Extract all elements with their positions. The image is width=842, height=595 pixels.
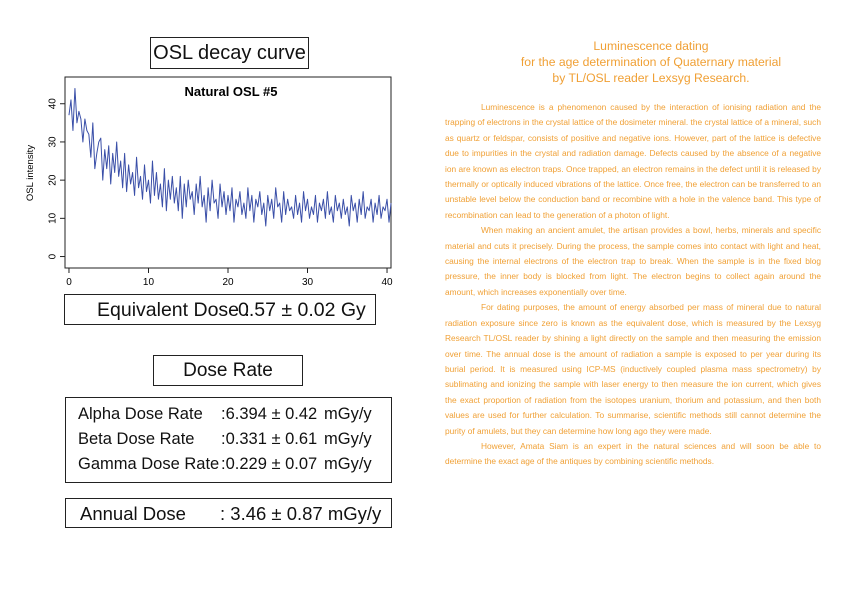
dose-rate-label: Gamma Dose Rate [78,455,220,473]
x-tick-label: 10 [142,277,155,288]
annual-dose-box [65,498,392,528]
y-tick-label: 30 [47,136,59,148]
dose-rate-title [153,355,303,386]
article-paragraph: When making an ancient amulet, the artisan provides a bowl, herbs, minerals and specific material and cuts it precisely. During the process, the sample comes into contact with light and heat, causing the internal electrons of the electron trap to break. When the sample is in the fixed blog pressure, the inner body is blocked from light. The electron begins to collect again around the amount, which increases exponentially over time. [445,225,821,297]
dose-rate-title-text: Dose Rate [183,359,273,381]
chart-y-axis [48,98,65,260]
article-heading-line: by TL/OSL reader Lexsyg Research. [552,71,750,85]
y-tick-label: 40 [47,98,59,110]
chart-title: Natural OSL #5 [184,84,278,99]
dose-rate-value: :6.394 ± 0.42 [221,405,318,423]
article-paragraph: Luminescence is a phenomenon caused by the interaction of ionising radiation and the trapping of electrons in the crystal lattice of the dosimeter mineral. the crystal lattice of a mineral, such as quartz or feldspar, consists of positive and negative ions. However, part of the lattice is defective due to impurities in the crystal and radiation damage. Defects caused by the absence of a negative ion are known as electron traps. Once trapped, an electron remains in the defect until it is released by thermally or optically induced vibrations of the lattice. Once free, the electron can be transferred to an unstable level below the conduction band or recombine with a hole in the valence band. This type of recombination can lead to the generation of a photon of light. [445,102,821,220]
osl-decay-curve-title-text: OSL decay curve [153,41,306,64]
article [445,38,821,470]
y-tick-label: 10 [47,212,59,224]
dose-rate-value: :0.331 ± 0.61 [221,430,318,448]
chart-plot-frame [65,77,391,268]
dose-rate-label: Beta Dose Rate [78,430,195,448]
equivalent-dose-label: Equivalent Dose : [97,299,250,321]
article-paragraph: However, Amata Siam is an expert in the natural sciences and will soon be able to determine the exact age of the antiques by combining scientific methods. [445,440,821,467]
osl-decay-curve-title [150,37,309,69]
osl-decay-chart [0,70,400,295]
article-heading-line: for the age determination of Quaternary material [520,55,782,69]
equivalent-dose-box [64,294,376,325]
dose-rate-unit: mGy/y [324,430,372,448]
dose-rate-unit: mGy/y [324,405,372,423]
article-paragraph: For dating purposes, the amount of energy absorbed per mass of mineral due to natural radiation exposure since zero is known as the equivalent dose, which is measured by the Lexsyg Research TL/OSL reader by shining a light directly on the sample and then measuring the emission over time. The annual dose is the amount of radiation a sample is exposed to per year during its burial period. It is measured using ICP-MS (inductively coupled plasma mass spectrometry) by sublimating and ionizing the sample with laser energy to then measure the ion current, which gives the exact proportion of radiation from the isotopes uranium, thorium and potassium, and then both values are used for further calculation. To summarise, scientific methods still cannot determine the purity of amulets, but they can determine how long ago they were made. [445,302,821,436]
dose-rate-table [65,397,392,483]
x-tick-label: 30 [301,277,314,288]
y-tick-label: 20 [47,174,59,186]
osl-series-line [69,88,391,226]
y-tick-label: 0 [47,253,59,260]
chart-x-axis [66,268,393,288]
chart-ylabel: OSL intensity [25,144,36,202]
article-heading-line: Luminescence dating [593,39,709,53]
dose-rate-value: :0.229 ± 0.07 [221,455,318,473]
dose-rate-unit: mGy/y [324,455,372,473]
dose-rate-label: Alpha Dose Rate [78,405,203,423]
x-tick-label: 0 [66,277,72,288]
annual-dose-value: : 3.46 ± 0.87 mGy/y [220,503,382,524]
equivalent-dose-value: 0.57 ± 0.02 Gy [238,299,366,321]
x-tick-label: 20 [222,277,234,288]
article-body [445,100,821,470]
annual-dose-label: Annual Dose [80,503,186,524]
x-tick-label: 40 [381,277,393,288]
